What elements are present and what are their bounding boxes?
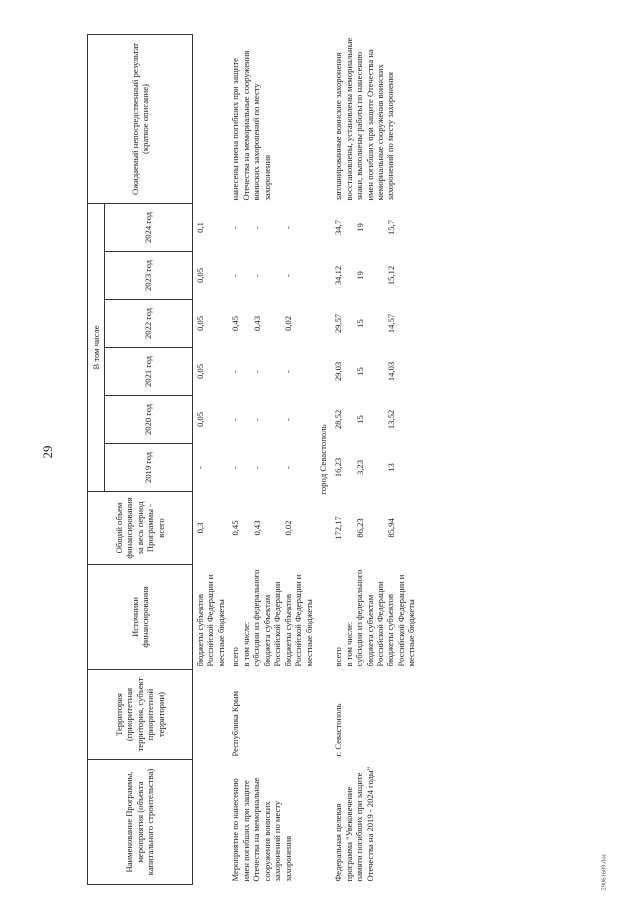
cell-2019 — [228, 444, 316, 492]
value-line: - — [230, 418, 241, 421]
header-year: 2021 год — [105, 348, 193, 396]
value-line: 0,05 — [195, 363, 205, 380]
value-line: 0,02 — [283, 315, 294, 332]
cell-result — [193, 35, 229, 204]
header-year: 2023 год — [105, 252, 193, 300]
value-line: 29,57 — [333, 313, 344, 334]
value-line: 86,23 — [354, 518, 365, 538]
source-line: всего — [333, 647, 344, 667]
cell-2024 — [331, 204, 419, 252]
cell-2023 — [331, 252, 419, 300]
value-line: 0,45 — [230, 315, 241, 332]
source-line: бюджеты субъектов Российской Федерации и местные бюджеты — [195, 574, 226, 667]
cell-total — [193, 492, 229, 565]
value-line: - — [251, 370, 262, 373]
value-line: - — [195, 466, 205, 469]
value-line: 0,05 — [195, 315, 205, 332]
cell-source — [228, 565, 316, 670]
value-line: - — [283, 466, 294, 469]
source-line: всего — [230, 647, 241, 667]
cell-2023 — [193, 252, 229, 300]
value-line: 15 — [354, 319, 365, 328]
table-region-divider — [316, 35, 331, 885]
rotated-page — [87, 35, 587, 885]
source-line: в том числе: — [343, 621, 354, 667]
value-line: 34,7 — [333, 219, 344, 236]
footer-filename: 29061609.doc — [600, 853, 608, 891]
value-line: - — [230, 466, 241, 469]
cell-2019 — [193, 444, 229, 492]
cell-source — [193, 565, 229, 670]
value-line: 16,23 — [333, 457, 344, 478]
cell-source — [331, 565, 419, 670]
value-line: - — [251, 274, 262, 277]
value-line: 13,52 — [386, 409, 397, 430]
value-line: 29,03 — [333, 361, 344, 382]
source-line: бюджеты субъектов Российской Федерации и местные бюджеты — [385, 574, 417, 667]
header-year: 2024 год — [105, 204, 193, 252]
header-result: Ожидаемый непосредственный результат (краткое описание) — [88, 35, 193, 204]
header-of-which: В том числе — [88, 204, 105, 492]
cell-territory — [193, 670, 229, 760]
value-line: 15 — [354, 367, 365, 376]
cell-2021 — [331, 348, 419, 396]
source-line: субсидии из федерального бюджета субъектам Российской Федерации — [251, 569, 283, 667]
value-line: - — [283, 226, 294, 229]
value-line: 0,43 — [251, 315, 262, 332]
cell-total — [331, 492, 419, 565]
cell-2020 — [228, 396, 316, 444]
value-line: 13 — [386, 463, 397, 472]
financing-table — [87, 34, 419, 885]
table-header — [88, 35, 193, 885]
header-total: Общий объем финансирования за весь период Программы - всего — [88, 492, 193, 565]
header-source: Источники финансирования — [88, 565, 193, 670]
cell-2021 — [193, 348, 229, 396]
cell-2020 — [193, 396, 229, 444]
cell-program-name: Мероприятие по нанесению имен погибших при защите Отечества на мемориальные сооружения воинских захоронений по месту захоронения — [230, 777, 293, 882]
table-row — [331, 35, 419, 885]
table-body-crimea — [193, 35, 317, 885]
value-line: - — [251, 466, 262, 469]
value-line: - — [251, 226, 262, 229]
table-row — [228, 35, 316, 885]
header-territory: Территория (приоритетная территория, субъект приоритетной территории) — [88, 670, 193, 760]
cell-territory: Республика Крым — [230, 690, 241, 757]
cell-2020 — [331, 396, 419, 444]
cell-total — [228, 492, 316, 565]
cell-2021 — [228, 348, 316, 396]
value-line: 28,52 — [333, 409, 344, 430]
cell-program-name — [193, 760, 229, 885]
value-line: 15,12 — [386, 265, 397, 286]
cell-result: запланированные воинские захоронения восстановлены, установлены мемориальные знаки, выполнены работы по нанесению имен погибших при защите Отечества на мемориальные сооружения воинских захоронений по месту захоронения — [333, 37, 396, 201]
cell-2022 — [193, 300, 229, 348]
value-line: 14,03 — [386, 361, 397, 382]
header-year: 2020 год — [105, 396, 193, 444]
value-line: 34,12 — [333, 265, 344, 286]
value-line: 0,45 — [230, 520, 241, 536]
cell-2019 — [331, 444, 419, 492]
table-row — [193, 35, 229, 885]
value-line: 0,05 — [195, 411, 205, 428]
value-line: 14,57 — [386, 313, 397, 334]
value-line: - — [283, 274, 294, 277]
cell-2022 — [331, 300, 419, 348]
table-body-sevastopol — [331, 35, 419, 885]
source-line: субсидии из федерального бюджета субъектам Российской Федерации — [354, 569, 385, 667]
value-line: - — [230, 226, 241, 229]
value-line: 172,17 — [333, 516, 344, 540]
cell-program-name: Федеральная целевая программа "Увековечение памяти погибших при защите Отечества на 2019 - 2024 годы" — [333, 766, 375, 882]
value-line: 0,1 — [195, 222, 205, 233]
header-program: Наименование Программы, мероприятия (объекта капитального строительства) — [88, 760, 193, 885]
header-year: 2022 год — [105, 300, 193, 348]
value-line: 0,02 — [283, 520, 294, 536]
value-line: 0,05 — [195, 267, 205, 284]
cell-2024 — [193, 204, 229, 252]
value-line: 19 — [354, 223, 365, 232]
value-line: 0,43 — [251, 520, 262, 536]
value-line: - — [283, 370, 294, 373]
value-line: - — [230, 274, 241, 277]
value-line: 19 — [354, 271, 365, 280]
value-line: 3,23 — [354, 459, 365, 476]
header-year: 2019 год — [105, 444, 193, 492]
cell-result: нанесены имена погибших при защите Отечества на мемориальные сооружения воинских захоронений по месту захоронения — [230, 50, 272, 201]
value-line: - — [230, 370, 241, 373]
source-line: в том числе: — [240, 621, 251, 667]
value-line: - — [251, 418, 262, 421]
value-line: 15,7 — [386, 219, 397, 236]
cell-territory: г. Севастополь — [333, 703, 344, 757]
cell-2023 — [228, 252, 316, 300]
cell-2024 — [228, 204, 316, 252]
cell-2022 — [228, 300, 316, 348]
value-line: - — [283, 418, 294, 421]
value-line: 0,3 — [195, 522, 205, 534]
value-line: 85,94 — [386, 518, 397, 538]
region-title: город Севастополь — [318, 424, 329, 495]
source-line: бюджеты субъектов Российской Федерации и местные бюджеты — [282, 574, 314, 667]
value-line: 15 — [354, 415, 365, 424]
page-number: 29 — [40, 445, 55, 459]
